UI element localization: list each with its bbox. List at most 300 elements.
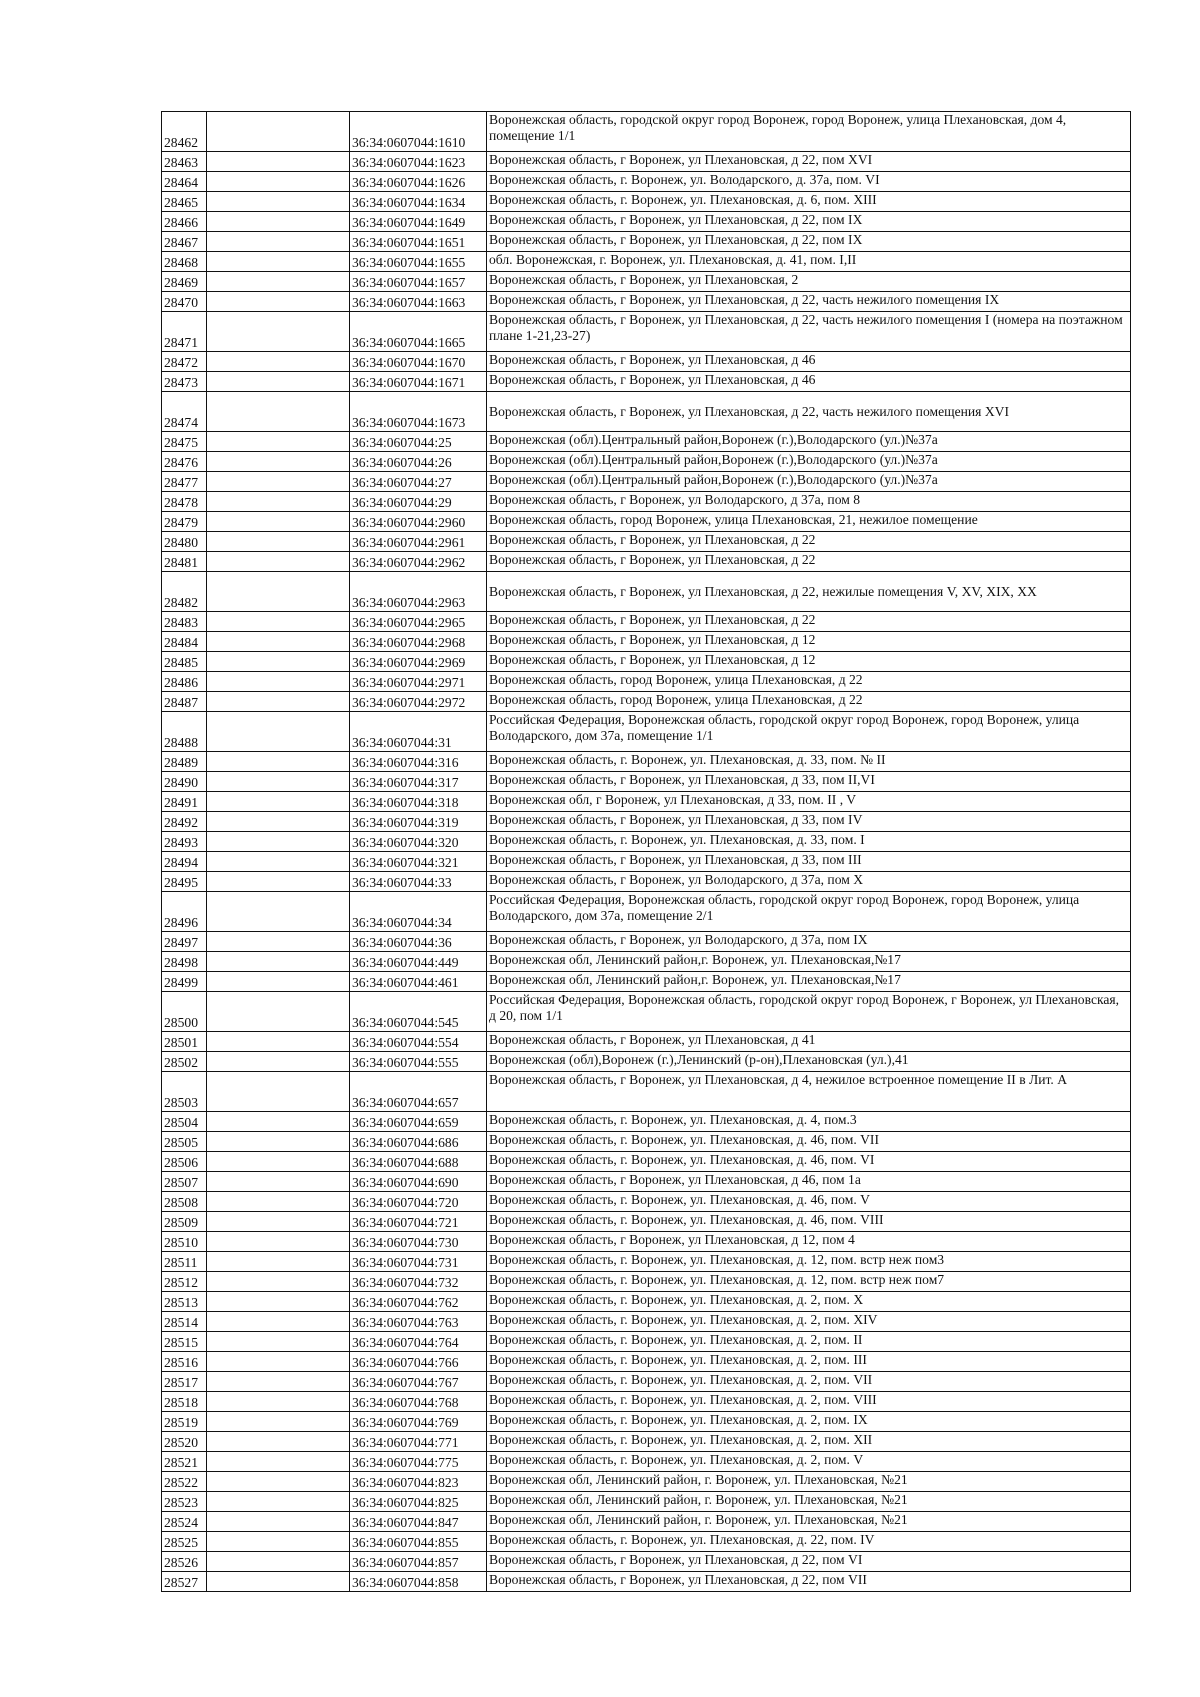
empty-cell <box>207 652 350 672</box>
address: Воронежская область, г Воронеж, ул Плехановская, д 22, пом VII <box>487 1572 1131 1592</box>
cadastral-number: 36:34:0607044:764 <box>350 1332 487 1352</box>
row-number: 28524 <box>162 1512 207 1532</box>
empty-cell <box>207 432 350 452</box>
address: Воронежская область, г. Воронеж, ул. Плехановская, д. 2, пом. IX <box>487 1412 1131 1432</box>
address: Воронежская область, г. Воронеж, ул. Плехановская, д. 2, пом. X <box>487 1292 1131 1312</box>
empty-cell <box>207 852 350 872</box>
row-number: 28492 <box>162 812 207 832</box>
address: Российская Федерация, Воронежская область, городской округ город Воронеж, город Воронеж, улица Володарского, дом 37а, помещение 2/1 <box>487 892 1131 932</box>
row-number: 28473 <box>162 372 207 392</box>
table-row <box>162 1412 1131 1432</box>
empty-cell <box>207 792 350 812</box>
address: Воронежская область, г. Воронеж, ул. Плехановская, д. 33, пом. I <box>487 832 1131 852</box>
row-number: 28521 <box>162 1452 207 1472</box>
address: Воронежская область, г. Воронеж, ул. Плехановская, д. 6, пом. XIII <box>487 192 1131 212</box>
row-number: 28463 <box>162 152 207 172</box>
empty-cell <box>207 752 350 772</box>
table-row <box>162 512 1131 532</box>
cadastral-number: 36:34:0607044:688 <box>350 1152 487 1172</box>
cadastral-number: 36:34:0607044:1649 <box>350 212 487 232</box>
cadastral-number: 36:34:0607044:2961 <box>350 532 487 552</box>
table-row <box>162 792 1131 812</box>
cadastral-number: 36:34:0607044:36 <box>350 932 487 952</box>
table-row <box>162 932 1131 952</box>
cadastral-number: 36:34:0607044:762 <box>350 1292 487 1312</box>
address: Воронежская область, г Воронеж, ул Плехановская, д 22, часть нежилого помещения I (номера на поэтажном плане 1-21,23-27) <box>487 312 1131 352</box>
row-number: 28506 <box>162 1152 207 1172</box>
cadastral-number: 36:34:0607044:2972 <box>350 692 487 712</box>
empty-cell <box>207 1192 350 1212</box>
address: Воронежская область, г. Воронеж, ул. Плехановская, д. 4, пом.3 <box>487 1112 1131 1132</box>
address: Воронежская область, г. Воронеж, ул. Володарского, д. 37а, пом. VI <box>487 172 1131 192</box>
cadastral-number: 36:34:0607044:858 <box>350 1572 487 1592</box>
table-row <box>162 392 1131 432</box>
table-row <box>162 852 1131 872</box>
table-row <box>162 952 1131 972</box>
address: Воронежская область, город Воронеж, улица Плехановская, д 22 <box>487 672 1131 692</box>
table-row <box>162 1152 1131 1172</box>
cadastral-number: 36:34:0607044:720 <box>350 1192 487 1212</box>
empty-cell <box>207 1072 350 1112</box>
table-row <box>162 212 1131 232</box>
table-row <box>162 892 1131 932</box>
address: Воронежская область, г Воронеж, ул Плехановская, 2 <box>487 272 1131 292</box>
cadastral-number: 36:34:0607044:555 <box>350 1052 487 1072</box>
cadastral-number: 36:34:0607044:26 <box>350 452 487 472</box>
address: Воронежская область, городской округ город Воронеж, город Воронеж, улица Плехановская, дом 4, помещение 1/1 <box>487 112 1131 152</box>
row-number: 28490 <box>162 772 207 792</box>
cadastral-number: 36:34:0607044:27 <box>350 472 487 492</box>
address: Воронежская область, г Воронеж, ул Плехановская, д 22 <box>487 552 1131 572</box>
empty-cell <box>207 1152 350 1172</box>
empty-cell <box>207 772 350 792</box>
table-row <box>162 1252 1131 1272</box>
cadastral-number: 36:34:0607044:461 <box>350 972 487 992</box>
address: Воронежская область, г Воронеж, ул Плехановская, д 22, пом IX <box>487 232 1131 252</box>
empty-cell <box>207 712 350 752</box>
row-number: 28493 <box>162 832 207 852</box>
address: Воронежская область, г. Воронеж, ул. Плехановская, д. 2, пом. III <box>487 1352 1131 1372</box>
empty-cell <box>207 1132 350 1152</box>
cadastral-number: 36:34:0607044:659 <box>350 1112 487 1132</box>
table-row <box>162 252 1131 272</box>
table-row <box>162 352 1131 372</box>
cadastral-number: 36:34:0607044:771 <box>350 1432 487 1452</box>
cadastral-number: 36:34:0607044:767 <box>350 1372 487 1392</box>
cadastral-number: 36:34:0607044:554 <box>350 1032 487 1052</box>
table-row <box>162 572 1131 612</box>
row-number: 28516 <box>162 1352 207 1372</box>
row-number: 28470 <box>162 292 207 312</box>
empty-cell <box>207 252 350 272</box>
empty-cell <box>207 932 350 952</box>
cadastral-number: 36:34:0607044:2962 <box>350 552 487 572</box>
empty-cell <box>207 1032 350 1052</box>
empty-cell <box>207 1432 350 1452</box>
row-number: 28478 <box>162 492 207 512</box>
row-number: 28484 <box>162 632 207 652</box>
address: Воронежская (обл).Центральный район,Воронеж (г.),Володарского (ул.)№37а <box>487 452 1131 472</box>
address: Воронежская область, г Воронеж, ул Плехановская, д 22, пом IX <box>487 212 1131 232</box>
table-row <box>162 232 1131 252</box>
row-number: 28469 <box>162 272 207 292</box>
address: Воронежская область, г. Воронеж, ул. Плехановская, д. 22, пом. IV <box>487 1532 1131 1552</box>
table-row <box>162 812 1131 832</box>
empty-cell <box>207 572 350 612</box>
row-number: 28512 <box>162 1272 207 1292</box>
row-number: 28479 <box>162 512 207 532</box>
empty-cell <box>207 312 350 352</box>
table-row <box>162 1212 1131 1232</box>
address: Воронежская обл, Ленинский район, г. Воронеж, ул. Плехановская, №21 <box>487 1472 1131 1492</box>
empty-cell <box>207 952 350 972</box>
cadastral-number: 36:34:0607044:721 <box>350 1212 487 1232</box>
empty-cell <box>207 372 350 392</box>
empty-cell <box>207 872 350 892</box>
table-row <box>162 312 1131 352</box>
row-number: 28509 <box>162 1212 207 1232</box>
address: Воронежская область, г. Воронеж, ул. Плехановская, д. 46, пом. V <box>487 1192 1131 1212</box>
address: Воронежская область, г Воронеж, ул Плехановская, д 22, пом VI <box>487 1552 1131 1572</box>
cadastral-number: 36:34:0607044:1651 <box>350 232 487 252</box>
table-row <box>162 1312 1131 1332</box>
table-row <box>162 872 1131 892</box>
empty-cell <box>207 272 350 292</box>
table-row <box>162 1032 1131 1052</box>
table-row <box>162 1112 1131 1132</box>
empty-cell <box>207 832 350 852</box>
cadastral-number: 36:34:0607044:2969 <box>350 652 487 672</box>
table-row <box>162 1132 1131 1152</box>
row-number: 28498 <box>162 952 207 972</box>
empty-cell <box>207 1252 350 1272</box>
table-row <box>162 1272 1131 1292</box>
table-row <box>162 632 1131 652</box>
cadastral-number: 36:34:0607044:825 <box>350 1492 487 1512</box>
address: Воронежская область, г Воронеж, ул Плехановская, д 33, пом II,VI <box>487 772 1131 792</box>
table-row <box>162 452 1131 472</box>
empty-cell <box>207 692 350 712</box>
row-number: 28468 <box>162 252 207 272</box>
empty-cell <box>207 1472 350 1492</box>
table-row <box>162 672 1131 692</box>
row-number: 28513 <box>162 1292 207 1312</box>
table-row <box>162 492 1131 512</box>
address: Воронежская область, г Воронеж, ул Плехановская, д 22 <box>487 612 1131 632</box>
row-number: 28464 <box>162 172 207 192</box>
cadastral-number: 36:34:0607044:855 <box>350 1532 487 1552</box>
empty-cell <box>207 1352 350 1372</box>
cadastral-number: 36:34:0607044:1671 <box>350 372 487 392</box>
address: Воронежская область, г. Воронеж, ул. Плехановская, д. 46, пом. VIII <box>487 1212 1131 1232</box>
cadastral-number: 36:34:0607044:2971 <box>350 672 487 692</box>
cadastral-number: 36:34:0607044:321 <box>350 852 487 872</box>
row-number: 28523 <box>162 1492 207 1512</box>
address: Воронежская (обл),Воронеж (г.),Ленинский (р-он),Плехановская (ул.),41 <box>487 1052 1131 1072</box>
table-row <box>162 1532 1131 1552</box>
row-number: 28525 <box>162 1532 207 1552</box>
address: Воронежская область, г. Воронеж, ул. Плехановская, д. 46, пом. VI <box>487 1152 1131 1172</box>
empty-cell <box>207 452 350 472</box>
empty-cell <box>207 212 350 232</box>
table-row <box>162 112 1131 152</box>
address: Российская Федерация, Воронежская область, городской округ город Воронеж, город Воронеж, улица Володарского, дом 37а, помещение 1/1 <box>487 712 1131 752</box>
cadastral-number: 36:34:0607044:2965 <box>350 612 487 632</box>
row-number: 28475 <box>162 432 207 452</box>
cadastral-number: 36:34:0607044:690 <box>350 1172 487 1192</box>
row-number: 28482 <box>162 572 207 612</box>
cadastral-number: 36:34:0607044:1665 <box>350 312 487 352</box>
empty-cell <box>207 392 350 432</box>
row-number: 28483 <box>162 612 207 632</box>
row-number: 28472 <box>162 352 207 372</box>
empty-cell <box>207 1512 350 1532</box>
cadastral-number: 36:34:0607044:657 <box>350 1072 487 1112</box>
empty-cell <box>207 1052 350 1072</box>
table-row <box>162 832 1131 852</box>
cadastral-number: 36:34:0607044:319 <box>350 812 487 832</box>
empty-cell <box>207 172 350 192</box>
row-number: 28497 <box>162 932 207 952</box>
cadastral-number: 36:34:0607044:318 <box>350 792 487 812</box>
address: Воронежская область, г Воронеж, ул Плехановская, д 22 <box>487 532 1131 552</box>
table-row <box>162 1432 1131 1452</box>
address: Воронежская область, г. Воронеж, ул. Плехановская, д. 2, пом. XII <box>487 1432 1131 1452</box>
address: Воронежская обл, г Воронеж, ул Плехановская, д 33, пом. II , V <box>487 792 1131 812</box>
row-number: 28480 <box>162 532 207 552</box>
empty-cell <box>207 112 350 152</box>
table-row <box>162 192 1131 212</box>
row-number: 28520 <box>162 1432 207 1452</box>
empty-cell <box>207 672 350 692</box>
table-row <box>162 552 1131 572</box>
address: Воронежская область, г Воронеж, ул Плехановская, д 22, часть нежилого помещения IX <box>487 292 1131 312</box>
table-row <box>162 1552 1131 1572</box>
address: Воронежская обл, Ленинский район, г. Воронеж, ул. Плехановская, №21 <box>487 1492 1131 1512</box>
empty-cell <box>207 232 350 252</box>
empty-cell <box>207 972 350 992</box>
table-row <box>162 532 1131 552</box>
row-number: 28476 <box>162 452 207 472</box>
empty-cell <box>207 1312 350 1332</box>
cadastral-number: 36:34:0607044:31 <box>350 712 487 752</box>
address: Воронежская область, г Воронеж, ул Плехановская, д 33, пом III <box>487 852 1131 872</box>
cadastral-number: 36:34:0607044:766 <box>350 1352 487 1372</box>
cadastral-number: 36:34:0607044:768 <box>350 1392 487 1412</box>
address: Воронежская область, г Воронеж, ул Плехановская, д 22, пом XVI <box>487 152 1131 172</box>
row-number: 28500 <box>162 992 207 1032</box>
empty-cell <box>207 612 350 632</box>
table-body <box>162 112 1131 1592</box>
address: Воронежская область, г Воронеж, ул Володарского, д 37а, пом IX <box>487 932 1131 952</box>
address: Российская Федерация, Воронежская область, городской округ город Воронеж, г Воронеж, ул Плехановская, д 20, пом 1/1 <box>487 992 1131 1032</box>
cadastral-number: 36:34:0607044:731 <box>350 1252 487 1272</box>
empty-cell <box>207 632 350 652</box>
cadastral-number: 36:34:0607044:732 <box>350 1272 487 1292</box>
document-page <box>161 111 1130 1592</box>
address: Воронежская область, г Воронеж, ул Плехановская, д 41 <box>487 1032 1131 1052</box>
row-number: 28466 <box>162 212 207 232</box>
row-number: 28465 <box>162 192 207 212</box>
table-row <box>162 1352 1131 1372</box>
empty-cell <box>207 1412 350 1432</box>
cadastral-number: 36:34:0607044:545 <box>350 992 487 1032</box>
row-number: 28526 <box>162 1552 207 1572</box>
table-row <box>162 472 1131 492</box>
row-number: 28477 <box>162 472 207 492</box>
empty-cell <box>207 1332 350 1352</box>
empty-cell <box>207 152 350 172</box>
cadastral-number: 36:34:0607044:847 <box>350 1512 487 1532</box>
table-row <box>162 1512 1131 1532</box>
empty-cell <box>207 512 350 532</box>
address: Воронежская область, г Воронеж, ул Плехановская, д 33, пом IV <box>487 812 1131 832</box>
empty-cell <box>207 1212 350 1232</box>
table-row <box>162 1572 1131 1592</box>
cadastral-number: 36:34:0607044:730 <box>350 1232 487 1252</box>
empty-cell <box>207 892 350 932</box>
address: Воронежская область, г. Воронеж, ул. Плехановская, д. 2, пом. VIII <box>487 1392 1131 1412</box>
cadastral-number: 36:34:0607044:1663 <box>350 292 487 312</box>
table-row <box>162 1232 1131 1252</box>
table-row <box>162 752 1131 772</box>
table-row <box>162 972 1131 992</box>
table-row <box>162 1392 1131 1412</box>
empty-cell <box>207 992 350 1032</box>
table-row <box>162 712 1131 752</box>
address: Воронежская область, г Воронеж, ул Плехановская, д 12 <box>487 632 1131 652</box>
address: Воронежская (обл).Центральный район,Воронеж (г.),Володарского (ул.)№37а <box>487 472 1131 492</box>
empty-cell <box>207 1532 350 1552</box>
cadastral-number: 36:34:0607044:2960 <box>350 512 487 532</box>
address: Воронежская область, город Воронеж, улица Плехановская, д 22 <box>487 692 1131 712</box>
table-row <box>162 432 1131 452</box>
table-row <box>162 1492 1131 1512</box>
address: Воронежская область, г Воронеж, ул Плехановская, д 46 <box>487 352 1131 372</box>
row-number: 28515 <box>162 1332 207 1352</box>
table-row <box>162 992 1131 1032</box>
row-number: 28502 <box>162 1052 207 1072</box>
address: Воронежская область, г. Воронеж, ул. Плехановская, д. 46, пом. VII <box>487 1132 1131 1152</box>
address: Воронежская область, г Воронеж, ул Плехановская, д 12, пом 4 <box>487 1232 1131 1252</box>
cadastral-number: 36:34:0607044:686 <box>350 1132 487 1152</box>
row-number: 28508 <box>162 1192 207 1212</box>
address: Воронежская область, г Воронеж, ул Володарского, д 37а, пом X <box>487 872 1131 892</box>
address: Воронежская область, г. Воронеж, ул. Плехановская, д. 33, пом. № II <box>487 752 1131 772</box>
empty-cell <box>207 1172 350 1192</box>
empty-cell <box>207 192 350 212</box>
cadastral-number: 36:34:0607044:2963 <box>350 572 487 612</box>
cadastral-number: 36:34:0607044:25 <box>350 432 487 452</box>
address: Воронежская область, г Воронеж, ул Плехановская, д 22, нежилые помещения V, XV, XIX, XX <box>487 572 1131 612</box>
row-number: 28503 <box>162 1072 207 1112</box>
row-number: 28462 <box>162 112 207 152</box>
table-row <box>162 1052 1131 1072</box>
address: Воронежская область, г. Воронеж, ул. Плехановская, д. 12, пом. встр неж пом3 <box>487 1252 1131 1272</box>
address: Воронежская область, г Воронеж, ул Плехановская, д 22, часть нежилого помещения XVI <box>487 392 1131 432</box>
row-number: 28514 <box>162 1312 207 1332</box>
empty-cell <box>207 1552 350 1572</box>
row-number: 28519 <box>162 1412 207 1432</box>
address: Воронежская область, г. Воронеж, ул. Плехановская, д. 12, пом. встр неж пом7 <box>487 1272 1131 1292</box>
table-row <box>162 1172 1131 1192</box>
address: Воронежская область, г Воронеж, ул Плехановская, д 12 <box>487 652 1131 672</box>
table-row <box>162 1372 1131 1392</box>
row-number: 28488 <box>162 712 207 752</box>
table-row <box>162 1292 1131 1312</box>
address: Воронежская область, г. Воронеж, ул. Плехановская, д. 2, пом. XIV <box>487 1312 1131 1332</box>
row-number: 28527 <box>162 1572 207 1592</box>
cadastral-number: 36:34:0607044:2968 <box>350 632 487 652</box>
table-row <box>162 272 1131 292</box>
table-row <box>162 292 1131 312</box>
cadastral-number: 36:34:0607044:1634 <box>350 192 487 212</box>
cadastral-number: 36:34:0607044:449 <box>350 952 487 972</box>
table-row <box>162 372 1131 392</box>
row-number: 28517 <box>162 1372 207 1392</box>
cadastral-number: 36:34:0607044:34 <box>350 892 487 932</box>
table-row <box>162 152 1131 172</box>
cadastral-number: 36:34:0607044:775 <box>350 1452 487 1472</box>
empty-cell <box>207 292 350 312</box>
row-number: 28486 <box>162 672 207 692</box>
empty-cell <box>207 352 350 372</box>
row-number: 28489 <box>162 752 207 772</box>
cadastral-number: 36:34:0607044:317 <box>350 772 487 792</box>
empty-cell <box>207 492 350 512</box>
cadastral-number: 36:34:0607044:1623 <box>350 152 487 172</box>
empty-cell <box>207 1572 350 1592</box>
address: Воронежская обл, Ленинский район, г. Воронеж, ул. Плехановская, №21 <box>487 1512 1131 1532</box>
row-number: 28494 <box>162 852 207 872</box>
address: Воронежская область, г Воронеж, ул Володарского, д 37а, пом 8 <box>487 492 1131 512</box>
row-number: 28485 <box>162 652 207 672</box>
row-number: 28511 <box>162 1252 207 1272</box>
empty-cell <box>207 552 350 572</box>
empty-cell <box>207 1292 350 1312</box>
row-number: 28499 <box>162 972 207 992</box>
cadastral-number: 36:34:0607044:763 <box>350 1312 487 1332</box>
address: Воронежская область, город Воронеж, улица Плехановская, 21, нежилое помещение <box>487 512 1131 532</box>
property-table <box>161 111 1131 1592</box>
table-row <box>162 1192 1131 1212</box>
table-row <box>162 612 1131 632</box>
row-number: 28522 <box>162 1472 207 1492</box>
row-number: 28501 <box>162 1032 207 1052</box>
cadastral-number: 36:34:0607044:823 <box>350 1472 487 1492</box>
table-row <box>162 652 1131 672</box>
row-number: 28467 <box>162 232 207 252</box>
row-number: 28510 <box>162 1232 207 1252</box>
row-number: 28471 <box>162 312 207 352</box>
row-number: 28518 <box>162 1392 207 1412</box>
table-row <box>162 1072 1131 1112</box>
table-row <box>162 772 1131 792</box>
cadastral-number: 36:34:0607044:1657 <box>350 272 487 292</box>
cadastral-number: 36:34:0607044:33 <box>350 872 487 892</box>
cadastral-number: 36:34:0607044:1626 <box>350 172 487 192</box>
address: Воронежская область, г. Воронеж, ул. Плехановская, д. 2, пом. V <box>487 1452 1131 1472</box>
cadastral-number: 36:34:0607044:1670 <box>350 352 487 372</box>
row-number: 28474 <box>162 392 207 432</box>
row-number: 28491 <box>162 792 207 812</box>
cadastral-number: 36:34:0607044:769 <box>350 1412 487 1432</box>
table-row <box>162 1332 1131 1352</box>
address: Воронежская обл, Ленинский район,г. Воронеж, ул. Плехановская,№17 <box>487 972 1131 992</box>
address: Воронежская область, г Воронеж, ул Плехановская, д 46, пом 1а <box>487 1172 1131 1192</box>
address: Воронежская область, г. Воронеж, ул. Плехановская, д. 2, пом. VII <box>487 1372 1131 1392</box>
table-row <box>162 1472 1131 1492</box>
